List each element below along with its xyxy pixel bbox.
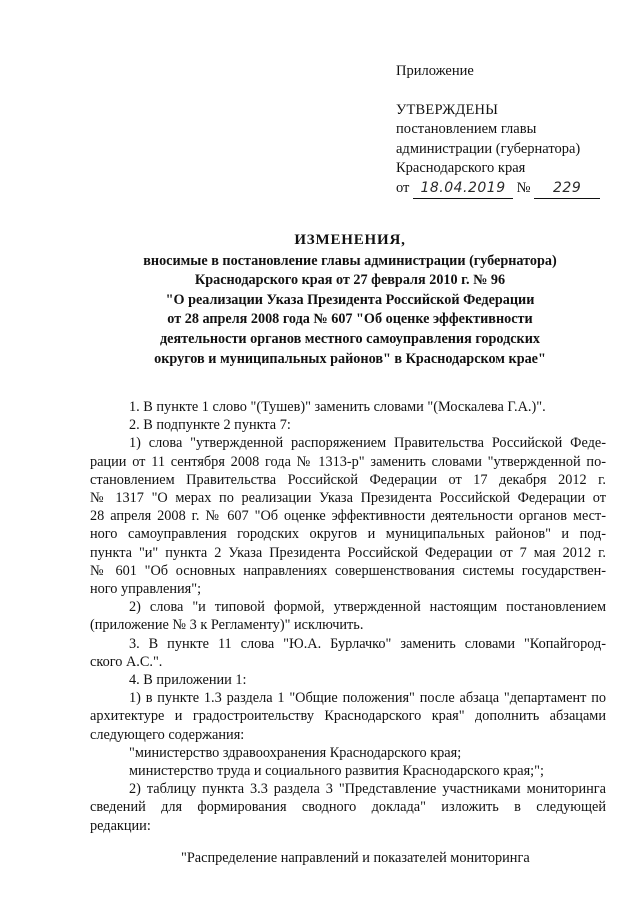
title-line: деятельности органов местного самоуправления городских — [160, 330, 540, 347]
approval-date-row — [396, 179, 600, 200]
paragraph-line: пункта "и" пункта 2 Указа Президента Российской Федерации от 7 мая 2012 г. — [90, 544, 606, 561]
approval-line-1: постановлением главы — [396, 121, 537, 137]
handwritten-date: 18.04.2019 — [420, 179, 506, 196]
paragraph-line: 1) в пункте 1.3 раздела 1 "Общие положения" после абзаца "департамент по — [129, 690, 606, 707]
paragraph-line: ного самоуправления городских округов и муниципальных районов" и под- — [90, 526, 606, 543]
paragraph-line: 28 апреля 2008 г. № 607 "Об оценке эффективности деятельности органов мест- — [90, 508, 606, 525]
handwritten-number: 229 — [553, 179, 582, 196]
approval-line-2: администрации (губернатора) — [396, 140, 581, 157]
paragraph-line: 2) слова "и типовой формой, утвержденной настоящим постановлением — [129, 599, 606, 616]
quoted-heading: "Распределение направлений и показателей мониторинга — [181, 849, 530, 866]
paragraph-line: сведений для формирования сводного доклада" изложить в следующей — [90, 799, 606, 816]
title-line: от 28 апреля 2008 года № 607 "Об оценке эффективности — [167, 311, 533, 328]
paragraph-line: следующего содержания: — [90, 726, 245, 743]
paragraph-line: (приложение № 3 к Регламенту)" исключить. — [90, 617, 364, 634]
date-field — [413, 179, 513, 200]
approval-block — [396, 62, 600, 199]
paragraph-line: министерство труда и социального развития Краснодарского края;"; — [129, 763, 544, 780]
approval-line-3: Краснодарского края — [396, 160, 526, 176]
title-line: вносимые в постановление главы администрации (губернатора) — [143, 252, 557, 269]
paragraph-line: "министерство здравоохранения Краснодарского края; — [129, 744, 462, 761]
title-line: округов и муниципальных районов" в Краснодарском крае" — [154, 350, 546, 367]
appendix-label: Приложение — [396, 63, 474, 79]
paragraph-line: становлением Правительства Российской Федерации от 17 декабря 2012 г. — [90, 471, 606, 488]
document-title — [100, 231, 600, 369]
paragraph-line: 1. В пункте 1 слово "(Тушев)" заменить словами "(Москалева Г.А.)". — [129, 399, 546, 415]
title-line: "О реализации Указа Президента Российской Федерации — [165, 291, 535, 308]
paragraph-line: 2. В подпункте 2 пункта 7: — [129, 417, 291, 434]
number-prefix: № — [516, 179, 531, 196]
paragraph-line: № 601 "Об основных направлениях совершенствования системы государствен- — [90, 562, 606, 579]
approved-label: УТВЕРЖДЕНЫ — [396, 101, 499, 118]
paragraph-line: 3. В пункте 11 слова "Ю.А. Бурлачко" заменить словами "Копайгород- — [129, 635, 606, 652]
title-line: Краснодарского края от 27 февраля 2010 г. № 96 — [194, 272, 506, 289]
paragraph-line: 4. В приложении 1: — [129, 672, 247, 689]
paragraph-line: архитектуре и градостроительству Краснодарского края" дополнить абзацами — [90, 708, 606, 725]
paragraph-line: редакции: — [90, 817, 151, 834]
paragraph-line: № 1317 "О мерах по реализации Указа Президента Российской Федерации от — [90, 490, 606, 507]
paragraph-line: 1) слова "утвержденной распоряжением Правительства Российской Феде- — [129, 435, 606, 452]
paragraph-line: рации от 11 сентября 2008 года № 1313-р" заменить словами "утвержденной по- — [90, 453, 606, 470]
paragraph-line: 2) таблицу пункта 3.3 раздела 3 "Представление участниками мониторинга — [129, 781, 606, 798]
title-heading: ИЗМЕНЕНИЯ, — [294, 232, 406, 248]
number-field — [534, 179, 600, 200]
date-prefix: от — [396, 179, 410, 196]
paragraph-line: ного управления"; — [90, 581, 202, 598]
document-body — [90, 398, 606, 867]
paragraph-line: ского А.С.". — [90, 653, 163, 670]
